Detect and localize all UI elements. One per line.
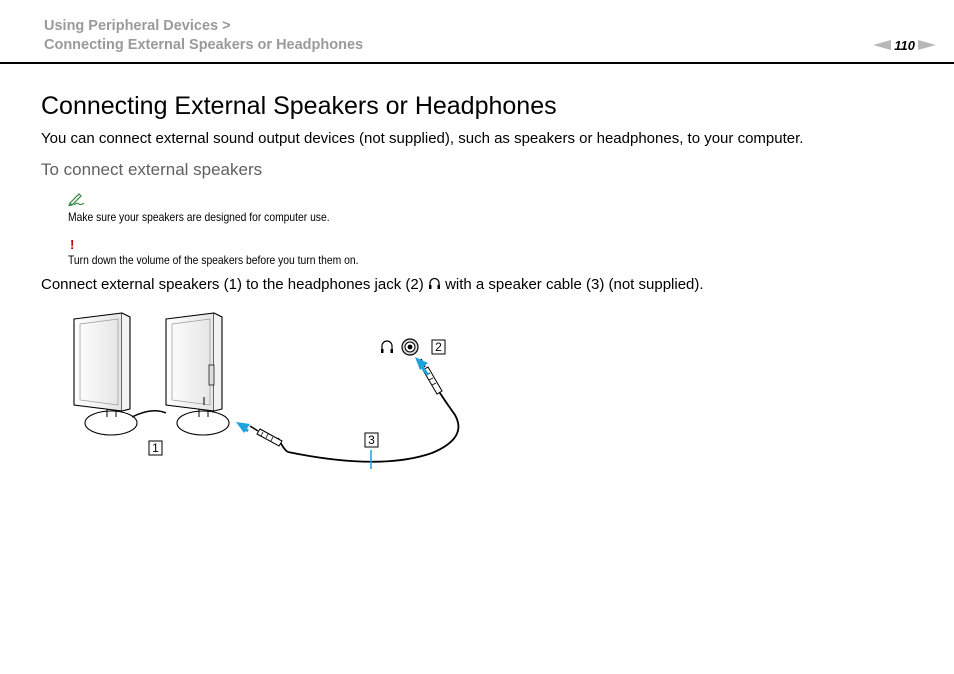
page-title: Connecting External Speakers or Headphones bbox=[41, 92, 557, 120]
speaker-connection-illustration bbox=[60, 305, 480, 480]
callout-3 bbox=[365, 433, 378, 447]
breadcrumb bbox=[44, 17, 363, 55]
headphones-jack-icon bbox=[381, 339, 418, 355]
speaker-left-icon bbox=[74, 313, 137, 435]
speaker-right-icon bbox=[166, 313, 229, 435]
instruction-part2: with a speaker cable (3) (not supplied). bbox=[445, 276, 704, 293]
warning-text: Turn down the volume of the speakers before you turn them on. bbox=[68, 253, 359, 267]
callout-1 bbox=[149, 441, 162, 455]
note-text: Make sure your speakers are designed for computer use. bbox=[68, 210, 330, 224]
insert-arrow-speaker-icon bbox=[236, 422, 250, 433]
svg-text:3: 3 bbox=[368, 433, 375, 447]
section-heading: To connect external speakers bbox=[41, 160, 263, 179]
next-page-icon[interactable] bbox=[918, 40, 936, 50]
header-divider bbox=[0, 62, 954, 64]
intro-paragraph: You can connect external sound output devices (not supplied), such as speakers or headphones, to your computer. bbox=[41, 130, 804, 147]
previous-page-icon[interactable] bbox=[873, 40, 891, 50]
breadcrumb-parent[interactable]: Using Peripheral Devices > bbox=[44, 18, 231, 34]
instruction-part1: Connect external speakers (1) to the headphones jack (2) bbox=[41, 276, 424, 293]
svg-text:1: 1 bbox=[152, 441, 159, 455]
page-navigation bbox=[873, 37, 936, 53]
warning-icon: ! bbox=[70, 237, 75, 252]
svg-text:2: 2 bbox=[435, 340, 442, 354]
pencil-note-icon bbox=[68, 192, 86, 206]
speaker-plug-icon bbox=[250, 426, 282, 446]
speaker-cable bbox=[288, 387, 458, 462]
page-number: 110 bbox=[894, 37, 915, 53]
breadcrumb-current[interactable]: Connecting External Speakers or Headphones bbox=[44, 37, 364, 53]
headphones-icon bbox=[428, 276, 441, 290]
callout-2 bbox=[432, 340, 445, 354]
instruction-text bbox=[41, 276, 704, 294]
